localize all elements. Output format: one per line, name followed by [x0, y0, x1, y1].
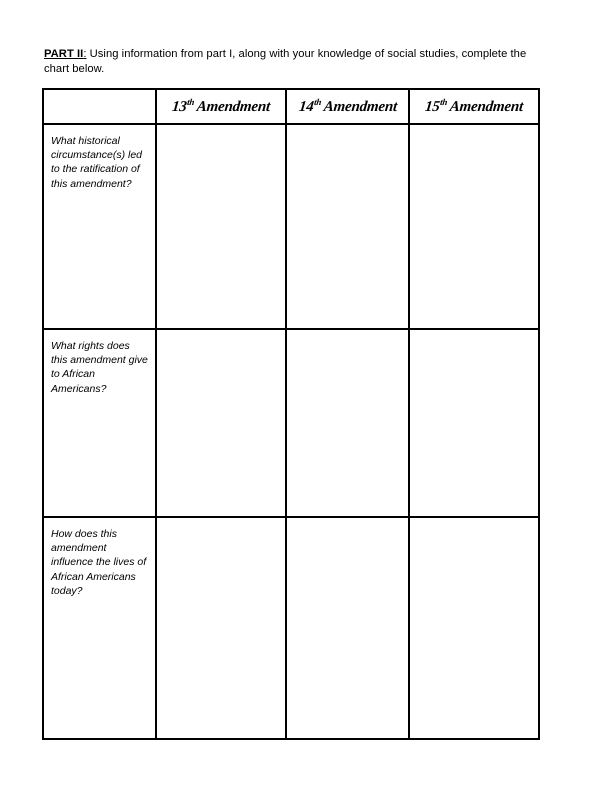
amendment-ordinal-13: th: [186, 96, 195, 107]
answer-cell-row3-15th[interactable]: [409, 517, 539, 739]
table-row: [43, 517, 539, 739]
answer-cell-row3-13th[interactable]: [156, 517, 286, 739]
table-row: [43, 329, 539, 517]
amendment-word-13: Amendment: [195, 98, 271, 115]
amendment-title-13: [171, 96, 271, 116]
amendment-ordinal-14: th: [313, 96, 322, 107]
column-header-14th-amendment: [286, 89, 409, 124]
part-label-colon: :: [83, 48, 87, 60]
answer-cell-row2-14th[interactable]: [286, 329, 409, 517]
question-cell-influence-today: [43, 517, 156, 739]
part-label: PART II: [44, 48, 84, 60]
corner-header-cell: [43, 89, 156, 124]
answer-cell-row2-13th[interactable]: [156, 329, 286, 517]
table-row: [43, 124, 539, 329]
answer-cell-row3-14th[interactable]: [286, 517, 409, 739]
question-text: What historical circumstance(s) led to the ratification of this amendment?: [51, 135, 143, 190]
amendment-word-14: Amendment: [322, 98, 398, 115]
amendment-number-15: 15: [424, 98, 441, 115]
answer-cell-row1-15th[interactable]: [409, 124, 539, 329]
instructions-text: Using information from part I, along with your knowledge of social studies, complete the chart below.: [44, 48, 527, 75]
amendment-number-13: 13: [171, 98, 188, 115]
question-text: How does this amendment influence the lives of African Americans today?: [51, 528, 147, 597]
answer-cell-row2-15th[interactable]: [409, 329, 539, 517]
question-cell-historical-circumstances: [43, 124, 156, 329]
answer-cell-row1-14th[interactable]: [286, 124, 409, 329]
amendment-title-14: [297, 96, 398, 116]
amendment-word-15: Amendment: [448, 98, 524, 115]
amendment-ordinal-15: th: [439, 96, 448, 107]
amendment-title-15: [424, 96, 524, 116]
column-header-15th-amendment: [409, 89, 539, 124]
column-header-13th-amendment: [156, 89, 286, 124]
amendment-number-14: 14: [297, 98, 315, 115]
question-cell-rights-given: [43, 329, 156, 517]
question-text: What rights does this amendment give to African Americans?: [51, 340, 148, 395]
table-header-row: [43, 89, 539, 124]
answer-cell-row1-13th[interactable]: [156, 124, 286, 329]
amendments-chart-table: [42, 88, 540, 740]
instructions-paragraph: [44, 47, 544, 77]
